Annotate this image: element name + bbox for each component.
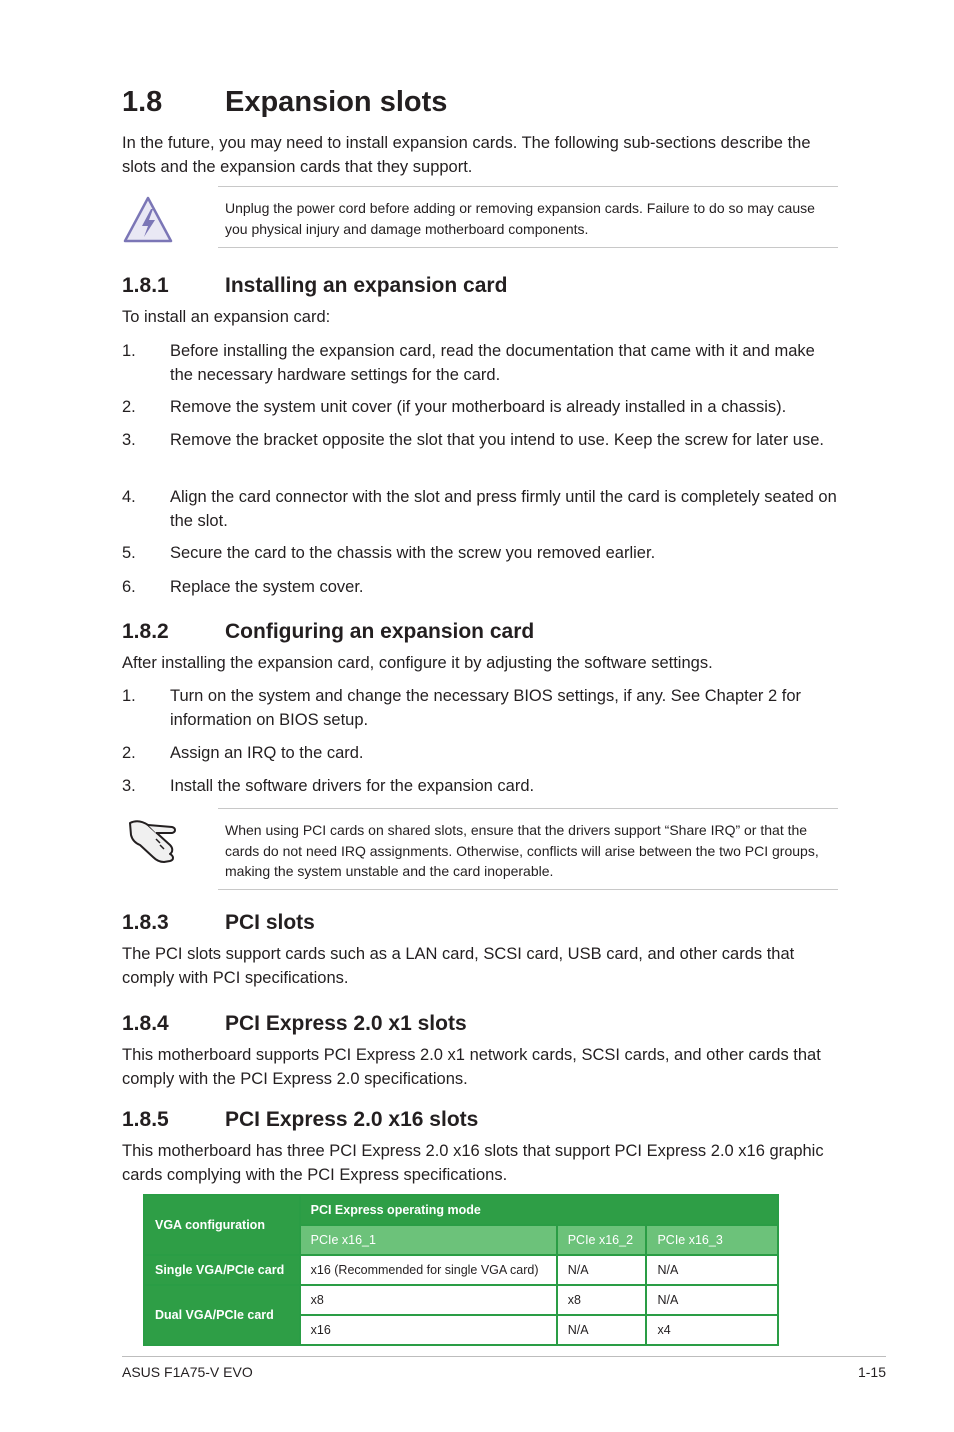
list-text: Remove the system unit cover (if your motherboard is already installed in a chassis). [170, 398, 787, 416]
list-text: Assign an IRQ to the card. [170, 744, 364, 762]
list-text: Replace the system cover. [170, 578, 364, 596]
list-item [122, 685, 838, 732]
list-item [122, 486, 838, 533]
irq-note-text: When using PCI cards on shared slots, ensure that the drivers support “Share IRQ” or that the cards do not need IRQ assignments. Otherwise, conflicts will arise between the two PCI groups, making the system unstable and the card inoperable. [225, 822, 819, 879]
intro-paragraph: In the future, you may need to install expansion cards. The following sub-sections describe the slots and the expansion cards that they support. [122, 134, 811, 176]
heading-pcie-x1 [122, 1012, 467, 1036]
heading-number: 1.8.2 [122, 620, 169, 643]
section-title: Expansion slots [225, 86, 448, 118]
warning-icon [122, 195, 174, 245]
heading-text: Configuring an expansion card [225, 620, 535, 643]
pointing-hand-icon [126, 815, 180, 865]
table-cell: x8 [557, 1285, 647, 1315]
list-item [122, 742, 838, 766]
footer-product: ASUS F1A75-V EVO [122, 1364, 253, 1380]
pcie-operating-mode-table [143, 1194, 779, 1346]
row-label: Single VGA/PCIe card [144, 1255, 300, 1285]
list-item [122, 542, 838, 566]
warning-note-text: Unplug the power cord before adding or removing expansion cards. Failure to do so may cause you physical injury and damage motherboard components. [225, 200, 815, 237]
table-cell: x16 [300, 1315, 557, 1345]
list-text: Install the software drivers for the expansion card. [170, 777, 535, 795]
column-header: PCIe x16_3 [646, 1225, 778, 1255]
list-number: 4. [122, 488, 136, 506]
list-text: Secure the card to the chassis with the screw you removed earlier. [170, 544, 656, 562]
heading-configuring [122, 620, 534, 644]
column-header: PCIe x16_2 [557, 1225, 647, 1255]
heading-text: PCI Express 2.0 x1 slots [225, 1012, 467, 1035]
page-title [122, 86, 447, 119]
column-header: PCIe x16_1 [300, 1225, 557, 1255]
pcie-x16-body: This motherboard has three PCI Express 2.0 x16 slots that support PCI Express 2.0 x16 graphic cards complying with the PCI Express specifications. [122, 1142, 824, 1184]
heading-text: Installing an expansion card [225, 274, 508, 297]
list-text: Align the card connector with the slot and press firmly until the card is completely seated on the slot. [170, 488, 837, 530]
pcie-x1-body: This motherboard supports PCI Express 2.0 x1 network cards, SCSI cards, and other cards that comply with the PCI Express 2.0 specifications. [122, 1046, 821, 1088]
operating-mode-header: PCI Express operating mode [300, 1195, 778, 1225]
heading-number: 1.8.5 [122, 1108, 169, 1131]
table-cell: N/A [557, 1255, 647, 1285]
heading-number: 1.8.4 [122, 1012, 169, 1035]
pci-body: The PCI slots support cards such as a LAN card, SCSI card, USB card, and other cards that comply with PCI specifications. [122, 945, 795, 987]
list-item [122, 576, 838, 600]
table-cell: N/A [646, 1285, 778, 1315]
table-header-row [144, 1195, 778, 1225]
table-cell: N/A [646, 1255, 778, 1285]
heading-pci-slots [122, 911, 315, 935]
table-cell: x4 [646, 1315, 778, 1345]
list-item [122, 396, 838, 420]
heading-number: 1.8.3 [122, 911, 169, 934]
list-number: 2. [122, 398, 136, 416]
list-number: 6. [122, 578, 136, 596]
heading-installing [122, 274, 507, 298]
heading-pcie-x16 [122, 1108, 478, 1132]
footer-divider [122, 1356, 886, 1357]
heading-text: PCI slots [225, 911, 315, 934]
table-row [144, 1255, 778, 1285]
list-text: Turn on the system and change the necessary BIOS settings, if any. See Chapter 2 for information on BIOS setup. [170, 687, 802, 729]
list-number: 1. [122, 342, 136, 360]
table-cell: x16 (Recommended for single VGA card) [300, 1255, 557, 1285]
table-cell: x8 [300, 1285, 557, 1315]
install-lead: To install an expansion card: [122, 308, 331, 326]
list-number: 3. [122, 777, 136, 795]
list-item [122, 429, 838, 453]
list-item [122, 775, 838, 799]
warning-note [218, 186, 838, 248]
heading-number: 1.8.1 [122, 274, 169, 297]
list-number: 3. [122, 431, 136, 449]
section-number: 1.8 [122, 86, 163, 118]
list-text: Remove the bracket opposite the slot that you intend to use. Keep the screw for later use. [170, 431, 824, 449]
irq-note [218, 808, 838, 890]
list-text: Before installing the expansion card, read the documentation that came with it and make the necessary hardware settings for the card. [170, 342, 815, 384]
list-number: 1. [122, 687, 136, 705]
configure-lead: After installing the expansion card, configure it by adjusting the software settings. [122, 654, 713, 672]
table-cell: N/A [557, 1315, 647, 1345]
row-label: Dual VGA/PCIe card [144, 1285, 300, 1345]
table-row [144, 1285, 778, 1315]
footer-page-number: 1-15 [857, 1364, 886, 1380]
list-number: 2. [122, 744, 136, 762]
list-item [122, 340, 838, 387]
list-number: 5. [122, 544, 136, 562]
vga-config-header: VGA configuration [144, 1195, 300, 1255]
heading-text: PCI Express 2.0 x16 slots [225, 1108, 479, 1131]
